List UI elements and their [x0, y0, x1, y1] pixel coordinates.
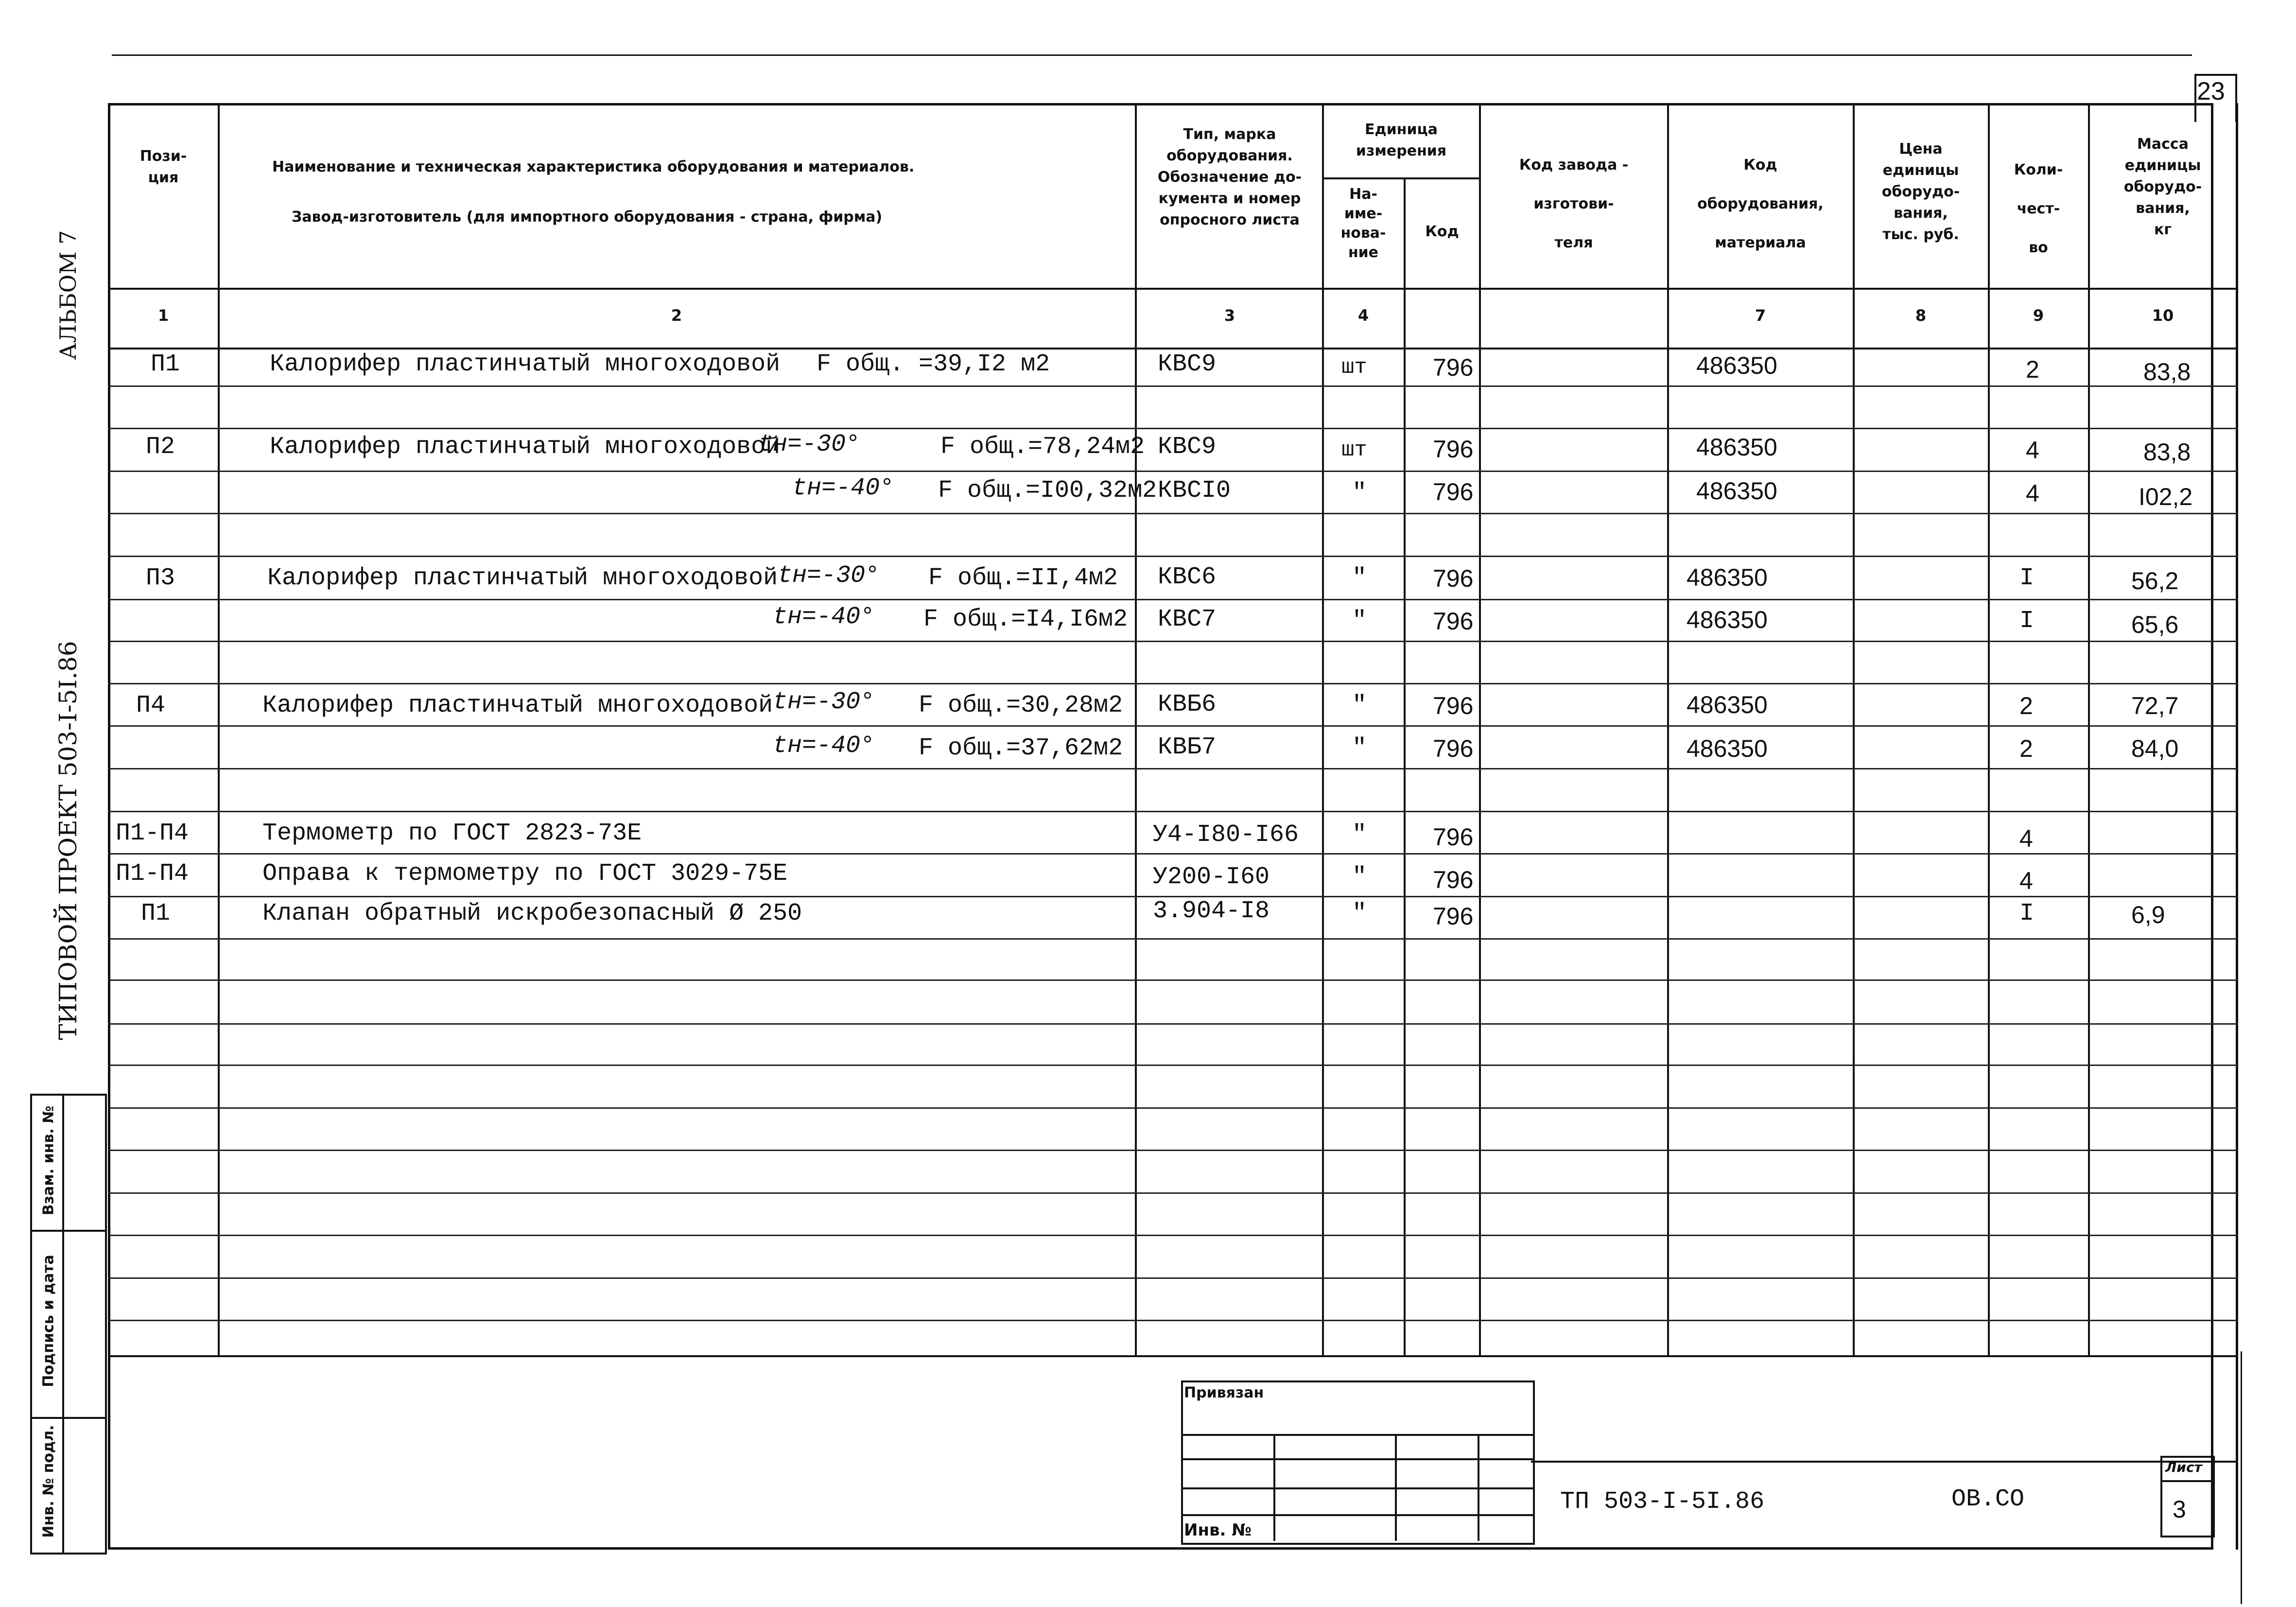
table-row-tn: tн=-40° — [792, 474, 895, 502]
title-block-top — [1531, 1461, 2238, 1463]
table-row-pos: П3 — [146, 564, 175, 592]
inv-label: Инв. № — [1184, 1520, 1252, 1540]
hdr-position: Пози- ция — [139, 148, 187, 186]
colnum-2: 2 — [671, 306, 682, 325]
table-row-unit: " — [1352, 607, 1367, 635]
table-row-type: КВС6 — [1158, 563, 1217, 591]
page-number: 23 — [2197, 77, 2225, 105]
table-row-unit: шт — [1341, 355, 1367, 380]
table-row-name: Калорифер пластинчатый многоходовой — [270, 350, 781, 378]
top-border — [112, 54, 2192, 56]
sheet-number: 3 — [2173, 1496, 2186, 1523]
hdr-qty: Коли- чест- во — [2014, 161, 2063, 256]
table-row-name: Термометр по ГОСТ 2823-73Е — [262, 820, 642, 847]
colnum-1: 1 — [157, 306, 169, 325]
table-row-pos: П2 — [146, 433, 175, 461]
colnum-7: 7 — [1755, 306, 1766, 325]
table-row-tn: tн=-40° — [773, 732, 875, 760]
table-row-area: F общ.=II,4м2 — [928, 564, 1118, 592]
hdr-equip-code: Код оборудования, материала — [1697, 157, 1824, 251]
sheet-label: Лист — [2165, 1459, 2202, 1475]
table-row-area: F общ.=37,62м2 — [919, 734, 1123, 762]
table-row-unit: " — [1352, 564, 1367, 592]
table-row-code: 796 — [1433, 735, 1474, 762]
table-row-area: F общ. =39,I2 м2 — [817, 350, 1050, 378]
table-row-type: У200-I60 — [1153, 863, 1270, 891]
right-edge — [2241, 1351, 2242, 1604]
colnum-3: 3 — [1224, 306, 1235, 325]
table-row-name: Клапан обратный искробезопасный Ø 250 — [262, 900, 802, 927]
table-row-code: 796 — [1433, 692, 1474, 719]
table-row-code: 796 — [1433, 903, 1474, 930]
table-row-type: У4-I80-I66 — [1153, 821, 1299, 849]
table-row-unit: " — [1352, 900, 1367, 927]
table-row-qty: I — [2019, 607, 2035, 635]
table-row-name: Оправа к термометру по ГОСТ 3029-75Е — [262, 860, 788, 888]
table-row-type: КВБ6 — [1158, 691, 1217, 718]
table-row-tn: tн=-40° — [773, 603, 875, 631]
colnum-8: 8 — [1915, 306, 1927, 325]
hdr-mass: Масса единицы оборудо- вания, кг — [2123, 136, 2202, 238]
table-row-pos: П1-П4 — [116, 860, 189, 888]
table-row-qty: 4 — [2019, 825, 2033, 852]
table-row-equip: 486350 — [1696, 352, 1777, 379]
stamp-inv-orig: Инв. № подл. — [40, 1425, 57, 1538]
table-row-qty: I — [2019, 564, 2035, 592]
doc-type: ОВ.СО — [1951, 1485, 2025, 1513]
table-row-type: КВБ7 — [1158, 734, 1217, 761]
table-row-mass: 65,6 — [2131, 611, 2179, 638]
table-row-code: 796 — [1433, 608, 1474, 635]
hdr-unit-code: Код — [1425, 223, 1459, 240]
table-row-area: F общ.=30,28м2 — [919, 692, 1123, 719]
table-row-area: F общ.=78,24м2 — [940, 433, 1145, 461]
table-row-qty: 4 — [2019, 867, 2033, 894]
table-row-code: 796 — [1433, 565, 1474, 592]
colnum-4: 4 — [1357, 306, 1369, 325]
table-row-pos: П1 — [141, 900, 171, 927]
linked-label: Привязан — [1184, 1384, 1264, 1401]
table-row-equip: 486350 — [1696, 434, 1777, 461]
stamp-signature-date: Подпись и дата — [40, 1255, 57, 1387]
table-row-tn: tн=-30° — [773, 688, 875, 716]
table-row-area: F общ.=I00,32м2 — [938, 477, 1157, 505]
table-row-type: 3.904-I8 — [1153, 897, 1270, 925]
table-row-mass: 83,8 — [2143, 358, 2191, 385]
table-row-code: 796 — [1433, 478, 1474, 506]
hdr-name-line2: Завод-изготовитель (для импортного оборудования - страна, фирма) — [292, 209, 883, 226]
table-row-equip: 486350 — [1687, 735, 1768, 762]
table-row-qty: 2 — [2026, 356, 2039, 383]
table-row-code: 796 — [1433, 354, 1474, 381]
table-row-tn: tн=-30° — [778, 562, 880, 590]
table-row-unit: " — [1352, 734, 1367, 762]
table-row-area: F общ.=I4,I6м2 — [923, 606, 1128, 633]
album-label: АЛЬБОМ 7 — [55, 230, 81, 360]
colnum-10: 10 — [2152, 306, 2174, 325]
table-row-type: КВСI0 — [1158, 477, 1231, 505]
stamp-replace-inv: Взам. инв. № — [40, 1105, 57, 1216]
table-row-equip: 486350 — [1687, 606, 1768, 633]
table-row-type: КВС7 — [1158, 606, 1217, 633]
table-row-name: Калорифер пластинчатый многоходовой — [262, 692, 773, 719]
colnum-9: 9 — [2033, 306, 2044, 325]
table-row-unit: " — [1352, 479, 1367, 507]
doc-code: ТП 503-I-5I.86 — [1560, 1488, 1765, 1516]
table-row-type: КВС9 — [1158, 433, 1217, 461]
table-row-type: КВС9 — [1158, 350, 1217, 378]
table-row-qty: 2 — [2019, 735, 2033, 762]
table-row-qty: 4 — [2026, 437, 2039, 464]
hdr-type: Тип, марка оборудования. Обозначение до- кумента и номер опросного листа — [1157, 126, 1302, 228]
table-row-tn: tн=-30° — [758, 431, 861, 458]
table-row-code: 796 — [1433, 866, 1474, 893]
table-row-mass: 56,2 — [2131, 567, 2179, 594]
table-row-unit: " — [1352, 863, 1367, 891]
table-row-equip: 486350 — [1687, 564, 1768, 591]
table-row-qty: 2 — [2019, 692, 2033, 719]
table-row-mass: 72,7 — [2131, 692, 2179, 719]
table-row-mass: I02,2 — [2139, 483, 2193, 510]
hdr-unit: Единица измерения — [1356, 121, 1447, 159]
table-row-equip: 486350 — [1696, 477, 1777, 505]
hdr-unit-name: На- име- нова- ние — [1340, 186, 1386, 261]
table-row-code: 796 — [1433, 436, 1474, 463]
table-row-name: Калорифер пластинчатый многоходовой — [267, 564, 778, 592]
hdr-name-line1: Наименование и техническая характеристика оборудования и материалов. — [272, 158, 915, 175]
table-row-pos: П1 — [151, 350, 180, 378]
table-row-unit: " — [1352, 821, 1367, 849]
hdr-price: Цена единицы оборудо- вания, тыс. руб. — [1881, 140, 1960, 243]
table-row-pos: П1-П4 — [116, 820, 189, 847]
table-row-mass: 84,0 — [2131, 735, 2179, 762]
table-row-qty: I — [2019, 900, 2035, 927]
table-row-unit: " — [1352, 692, 1367, 719]
table-row-mass: 6,9 — [2131, 901, 2165, 928]
table-row-equip: 486350 — [1687, 691, 1768, 718]
table-row-unit: шт — [1341, 438, 1367, 462]
table-row-pos: П4 — [136, 692, 166, 719]
table-row-mass: 83,8 — [2143, 438, 2191, 466]
table-row-qty: 4 — [2026, 480, 2039, 507]
table-row-code: 796 — [1433, 823, 1474, 851]
hdr-factory: Код завода - изготови- теля — [1519, 157, 1629, 251]
project-label: ТИПОВОЙ ПРОЕКТ 503-I-5I.86 — [54, 641, 82, 1040]
table-row-name: Калорифер пластинчатый многоходовой — [270, 433, 781, 461]
